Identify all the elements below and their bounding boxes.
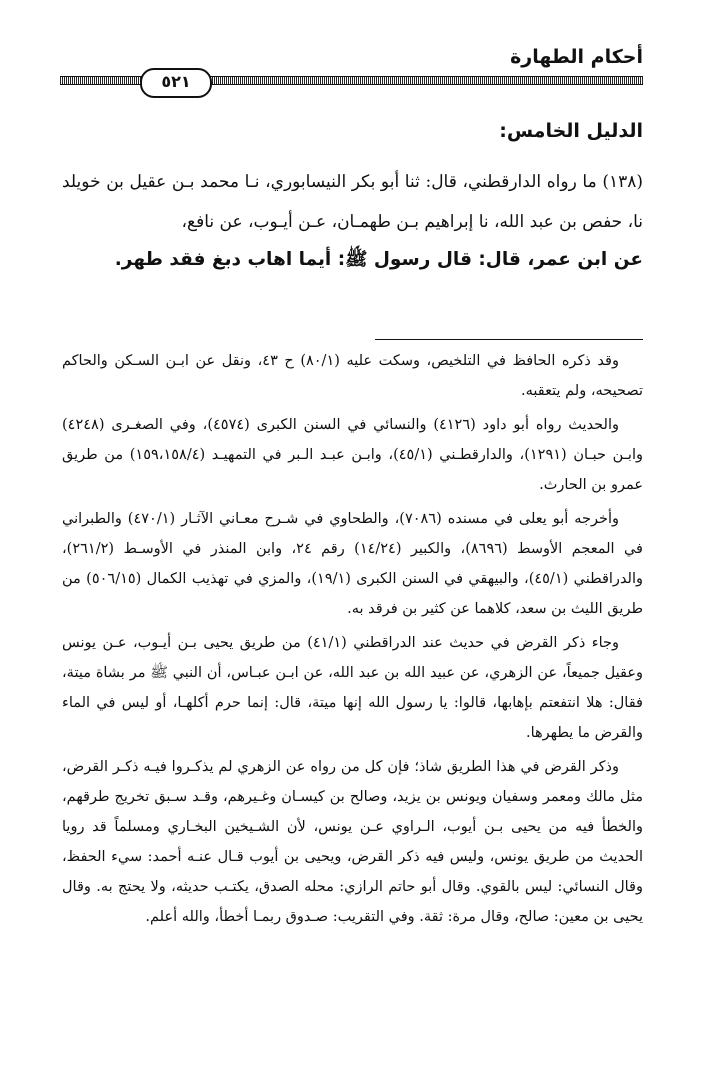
footnote-paragraph: وأخرجه أبو يعلى في مسنده (٧٠٨٦)، والطحاوي في شـرح معـاني الآثـار (٤٧٠/١) والطبراني في المعجم الأوسط (٨٦٩٦)، والكبير (١٤/٢٤) رقم ٢٤، وابن المنذر في الأوسـط (٢٦١/٢)، والدراقطني (٤٥/١)، والبيهقي في السنن الكبرى (١٩/١)، والمزي في تهذيب الكمال (٥٠٦/١٥) من طريق الليث بن سعد، كلاهما عن كثير بن فرقد به. <box>62 511 643 617</box>
footnote-paragraph: وقد ذكره الحافظ في التلخيص، وسكت عليه (٨٠/١) ح ٤٣، ونقل عن ابـن السـكن والحاكم تصحيحه، ولم يتعقبه. <box>62 353 643 399</box>
footnote-separator <box>375 339 643 340</box>
main-text <box>62 110 643 278</box>
footnote-paragraph: وذكر القرض في هذا الطريق شاذ؛ فإن كل من رواه عن الزهري لم يذكـروا فيـه ذكـر القرض، مثل مالك ومعمر وسفيان ويونس بن يزيد، وصالح بن كيسـان وغـيرهم، وقـد سـبق تخريج طرقهم، والخطأ فيه من يحيى بـن أيوب، الـراوي عـن يونس، لأن الشـيخين البخـاري ومسلماً قد رويا الحديث من طريق يونس، وليس فيه ذكر القرض، ويحيى بن أيوب قـال عنـه أحمد: سيء الحفظ، وقال النسائي: ليس بالقوي. وقال أبو حاتم الرازي: محله الصدق، يكتـب حديثه، ولا يحتج به. وقال يحيى بن معين: صالح، وقال مرة: ثقة. وفي التقريب: صـدوق ربمـا أخطأ، والله أعلم. <box>62 759 643 925</box>
section-heading: الدليل الخامس: <box>499 120 643 142</box>
footnote-paragraph: والحديث رواه أبو داود (٤١٢٦) والنسائي في السنن الكبرى (٤٥٧٤)، وفي الصغـرى (٤٢٤٨) وابـن حبـان (١٢٩١)، والدارقطـني (٤٥/١)، وابـن عبـد الـبر في التمهيـد (١٥٩،١٥٨/٤) من طريق عمرو بن الحارث. <box>62 417 643 493</box>
hadith-text: عن ابن عمر، قال: قال رسول ﷺ: أيما اهاب دبغ فقد طهر. <box>114 249 643 270</box>
hadith-chain-paragraph: (١٣٨) ما رواه الدارقطني، قال: ثنا أبو بكر النيسابوري، نـا محمد بـن عقيل بن خويلد نا، حفص بن عبد الله، نا إبراهيم بـن طهمـان، عـن أيـوب، عن نافع، <box>62 172 643 232</box>
footnotes <box>62 346 643 936</box>
running-title: أحكام الطهارة <box>510 46 643 68</box>
footnote-paragraph: وجاء ذكر القرض في حديث عند الدراقطني (٤١/١) من طريق يحيى بـن أيـوب، عـن يونس وعقيل جميعاً، عن الزهري، عن عبيد الله بن عبد الله، عن ابـن عبـاس، أن النبي ﷺ مر بشاة ميتة، فقال: هلا انتفعتم بإهابها، قالوا: يا رسول الله إنها ميتة، قال: إنما حرم أكلهـا، أو ليس في الماء والقرض ما يطهرها. <box>62 635 643 741</box>
page-number: ٥٢١ <box>140 68 212 98</box>
